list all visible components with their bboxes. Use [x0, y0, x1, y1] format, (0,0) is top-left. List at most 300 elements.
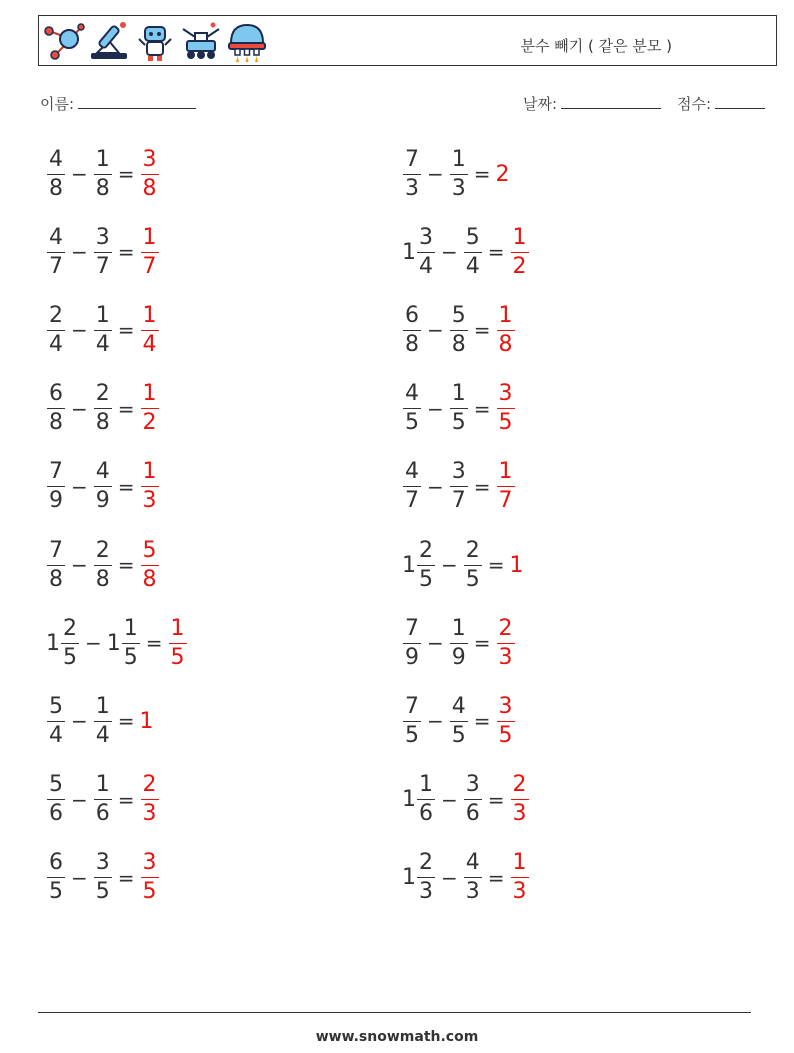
answer-denominator: 3	[512, 879, 527, 905]
answer-denominator: 3	[498, 644, 513, 670]
minuend-fraction	[61, 615, 79, 670]
answer-fraction	[141, 146, 159, 201]
subtrahend-numerator: 5	[450, 305, 468, 331]
equals-sign: =	[487, 553, 505, 577]
minuend-numerator: 2	[417, 852, 435, 878]
subtrahend-numerator: 4	[450, 696, 468, 722]
answer-numerator: 5	[141, 540, 159, 566]
minuend-number	[46, 774, 66, 825]
problem-item	[402, 299, 516, 361]
answer-denominator: 5	[142, 879, 157, 905]
subtrahend-number	[449, 383, 469, 434]
subtrahend-denominator: 6	[95, 801, 110, 827]
minuend-denominator: 9	[49, 488, 63, 514]
answer-number	[510, 553, 524, 578]
answer-numerator: 1	[169, 618, 187, 644]
subtrahend-denominator: 8	[95, 410, 110, 436]
minus-sign: −	[441, 553, 458, 577]
minuend-denominator: 5	[63, 644, 77, 670]
subtrahend-number	[463, 224, 483, 279]
subtrahend-numerator: 2	[464, 540, 482, 566]
subtrahend-numerator: 1	[450, 618, 468, 644]
minuend-denominator: 5	[419, 566, 433, 592]
subtrahend-number	[463, 774, 483, 825]
answer-numerator: 1	[141, 383, 159, 409]
answer-fraction	[511, 852, 529, 903]
answer-fraction	[497, 615, 515, 670]
minuend-numerator: 4	[47, 149, 65, 175]
minuend-numerator: 4	[47, 227, 65, 253]
minus-sign: −	[71, 396, 88, 421]
minuend-numerator: 6	[403, 305, 421, 331]
minuend-number	[402, 774, 436, 825]
minuend-denominator: 5	[405, 410, 419, 436]
answer-number	[496, 162, 510, 187]
minus-sign: −	[71, 162, 88, 186]
answer-denominator: 3	[142, 801, 157, 827]
minuend-numerator: 7	[403, 149, 421, 175]
problem-item	[46, 143, 160, 205]
minuend-fraction	[403, 615, 421, 670]
problem-item	[46, 456, 160, 518]
equals-sign: =	[473, 318, 491, 343]
answer-denominator: 8	[498, 331, 513, 357]
subtrahend-denominator: 5	[465, 566, 480, 592]
answer-denominator: 7	[142, 253, 157, 279]
answer-denominator: 8	[142, 566, 157, 592]
subtrahend-fraction	[94, 224, 112, 279]
subtrahend-denominator: 7	[95, 253, 110, 279]
minuend-numerator: 4	[403, 383, 421, 409]
minuend-whole: 1	[46, 630, 60, 656]
subtrahend-denominator: 5	[451, 410, 466, 436]
subtrahend-fraction	[94, 461, 112, 512]
minuend-number	[402, 461, 422, 512]
subtrahend-number	[93, 693, 113, 748]
answer-number	[496, 693, 516, 748]
minuend-fraction	[403, 146, 421, 201]
problem-item	[46, 847, 160, 909]
subtrahend-number	[449, 146, 469, 201]
subtrahend-denominator: 8	[95, 175, 110, 201]
subtrahend-numerator: 3	[94, 227, 112, 253]
subtrahend-denominator: 5	[451, 722, 466, 748]
minuend-denominator: 3	[419, 879, 433, 905]
telescope-icon	[87, 19, 131, 63]
subtrahend-fraction	[94, 693, 112, 748]
answer-fraction	[497, 693, 515, 748]
minus-sign: −	[71, 318, 88, 343]
subtrahend-denominator: 3	[465, 879, 480, 905]
minuend-numerator: 7	[47, 461, 65, 487]
name-field[interactable]	[40, 93, 196, 114]
subtrahend-number	[449, 693, 469, 748]
subtrahend-fraction	[94, 852, 112, 903]
minuend-number	[402, 224, 436, 279]
minus-sign: −	[427, 474, 444, 499]
minuend-fraction	[417, 852, 435, 903]
minus-sign: −	[71, 865, 88, 890]
subtrahend-numerator: 2	[94, 540, 112, 566]
answer-fraction	[511, 774, 529, 825]
subtrahend-whole: 1	[106, 630, 121, 656]
equals-sign: =	[487, 865, 505, 890]
answer-numerator: 1	[497, 461, 515, 487]
minuend-numerator: 7	[47, 540, 65, 566]
subtrahend-numerator: 3	[94, 852, 112, 878]
subtrahend-numerator: 1	[94, 149, 112, 175]
equals-sign: =	[117, 787, 135, 812]
subtrahend-number	[93, 774, 113, 825]
minuend-number	[402, 537, 436, 592]
answer-number	[140, 224, 160, 279]
minus-sign: −	[71, 787, 88, 812]
subtrahend-numerator: 5	[464, 227, 482, 253]
answer-number	[510, 224, 530, 279]
problem-item	[402, 612, 516, 674]
minuend-fraction	[417, 537, 435, 592]
header-icons	[41, 19, 269, 63]
answer-numerator: 1	[141, 305, 159, 331]
subtrahend-number	[93, 383, 113, 434]
answer-fraction	[141, 224, 159, 279]
minuend-number	[46, 461, 66, 512]
answer-number	[496, 302, 516, 357]
minuend-denominator: 4	[419, 253, 433, 279]
problem-item	[402, 378, 516, 440]
minuend-denominator: 7	[49, 253, 63, 279]
answer-fraction	[141, 774, 159, 825]
minus-sign: −	[441, 240, 458, 265]
subtrahend-denominator: 5	[95, 879, 110, 905]
answer-fraction	[169, 615, 187, 670]
minuend-denominator: 3	[405, 175, 419, 201]
subtrahend-number	[93, 224, 113, 279]
subtrahend-number	[449, 302, 469, 357]
subtrahend-fraction	[464, 774, 482, 825]
answer-denominator: 8	[142, 175, 157, 201]
worksheet-title: 분수 빼기 ( 같은 분모 )	[520, 37, 672, 55]
minuend-number	[402, 383, 422, 434]
answer-denominator: 3	[512, 801, 527, 827]
minus-sign: −	[441, 787, 458, 812]
answer-denominator: 2	[142, 410, 157, 436]
subtrahend-numerator: 4	[464, 852, 482, 878]
minuend-fraction	[47, 693, 65, 748]
subtrahend-number	[93, 302, 113, 357]
problem-item	[402, 456, 516, 518]
answer-number	[496, 383, 516, 434]
minuend-numerator: 2	[47, 305, 65, 331]
answer-fraction	[141, 537, 159, 592]
subtrahend-denominator: 9	[451, 644, 466, 670]
answer-whole: 2	[495, 161, 510, 187]
minus-sign: −	[71, 709, 88, 734]
minuend-denominator: 8	[49, 566, 63, 592]
minuend-number	[46, 693, 66, 748]
minuend-fraction	[403, 693, 421, 748]
equals-sign: =	[487, 787, 505, 812]
problem-item	[402, 534, 524, 596]
subtrahend-denominator: 8	[451, 331, 466, 357]
answer-denominator: 7	[498, 488, 513, 514]
minuend-numerator: 2	[61, 618, 79, 644]
minuend-denominator: 5	[405, 722, 419, 748]
answer-numerator: 2	[141, 774, 159, 800]
answer-fraction	[497, 302, 515, 357]
subtrahend-denominator: 4	[95, 722, 110, 748]
minuend-number	[402, 693, 422, 748]
minuend-number	[402, 852, 436, 903]
answer-numerator: 1	[511, 852, 529, 878]
subtrahend-denominator: 7	[451, 488, 466, 514]
molecule-icon	[41, 19, 85, 63]
answer-fraction	[141, 852, 159, 903]
equals-sign: =	[117, 553, 135, 577]
problem-item	[402, 143, 510, 205]
problem-item	[46, 221, 160, 283]
equals-sign: =	[117, 865, 135, 890]
rover-icon	[179, 19, 223, 63]
answer-numerator: 3	[141, 149, 159, 175]
minuend-number	[46, 852, 66, 903]
equals-sign: =	[473, 709, 491, 734]
minuend-fraction	[403, 302, 421, 357]
subtrahend-number	[463, 537, 483, 592]
minuend-fraction	[47, 774, 65, 825]
problem-item	[402, 847, 530, 909]
equals-sign: =	[473, 474, 491, 499]
minuend-whole: 1	[402, 865, 416, 891]
minuend-denominator: 5	[49, 879, 63, 905]
answer-number	[140, 383, 160, 434]
minuend-denominator: 8	[49, 410, 63, 436]
score-label: 점수:	[677, 95, 712, 113]
answer-number	[140, 302, 160, 357]
minuend-numerator: 6	[47, 383, 65, 409]
problem-item	[46, 690, 154, 752]
subtrahend-number	[93, 537, 113, 592]
answer-fraction	[141, 302, 159, 357]
problem-item	[402, 690, 516, 752]
equals-sign: =	[145, 631, 163, 656]
subtrahend-number	[106, 615, 141, 670]
subtrahend-denominator: 3	[451, 175, 466, 201]
subtrahend-fraction	[94, 146, 112, 201]
answer-fraction	[141, 461, 159, 512]
answer-numerator: 2	[511, 774, 529, 800]
minus-sign: −	[71, 240, 88, 265]
problem-item	[46, 769, 160, 831]
minus-sign: −	[427, 631, 444, 656]
equals-sign: =	[117, 240, 135, 265]
minuend-number	[46, 537, 66, 592]
name-label: 이름:	[40, 95, 75, 113]
score-line	[715, 96, 765, 109]
minus-sign: −	[85, 631, 102, 656]
minuend-denominator: 8	[49, 175, 63, 201]
answer-denominator: 5	[170, 644, 185, 670]
minuend-denominator: 4	[49, 331, 63, 357]
answer-whole: 1	[139, 708, 154, 734]
minuend-numerator: 3	[417, 227, 435, 253]
minuend-denominator: 4	[49, 722, 63, 748]
worksheet-header	[38, 15, 777, 66]
minus-sign: −	[427, 709, 444, 734]
minus-sign: −	[427, 318, 444, 343]
minuend-number	[402, 302, 422, 357]
answer-numerator: 1	[497, 305, 515, 331]
subtrahend-denominator: 5	[123, 644, 138, 670]
minuend-numerator: 5	[47, 774, 65, 800]
problem-item	[46, 534, 160, 596]
subtrahend-fraction	[122, 615, 140, 670]
subtrahend-numerator: 3	[450, 461, 468, 487]
answer-numerator: 3	[141, 852, 159, 878]
minus-sign: −	[71, 474, 88, 499]
problem-item	[402, 769, 530, 831]
subtrahend-number	[93, 146, 113, 201]
subtrahend-denominator: 8	[95, 566, 110, 592]
answer-number	[140, 774, 160, 825]
subtrahend-fraction	[94, 302, 112, 357]
subtrahend-numerator: 1	[450, 149, 468, 175]
answer-number	[140, 461, 160, 512]
subtrahend-fraction	[464, 852, 482, 903]
subtrahend-numerator: 1	[94, 696, 112, 722]
answer-number	[496, 615, 516, 670]
subtrahend-number	[449, 461, 469, 512]
subtrahend-fraction	[450, 302, 468, 357]
problem-item	[46, 299, 160, 361]
date-line	[561, 96, 661, 109]
answer-number	[168, 615, 188, 670]
answer-numerator: 3	[497, 696, 515, 722]
minuend-denominator: 7	[405, 488, 419, 514]
answer-fraction	[141, 383, 159, 434]
answer-whole: 1	[509, 552, 524, 578]
answer-fraction	[497, 383, 515, 434]
minus-sign: −	[427, 396, 444, 421]
subtrahend-fraction	[464, 224, 482, 279]
equals-sign: =	[473, 162, 491, 186]
minuend-numerator: 2	[417, 540, 435, 566]
equals-sign: =	[117, 318, 135, 343]
answer-numerator: 2	[497, 618, 515, 644]
subtrahend-numerator: 1	[450, 383, 468, 409]
subtrahend-numerator: 2	[94, 383, 112, 409]
robot-icon	[133, 19, 177, 63]
problem-item	[46, 378, 160, 440]
minuend-denominator: 8	[405, 331, 419, 357]
subtrahend-fraction	[450, 615, 468, 670]
date-label: 날짜:	[523, 95, 558, 113]
minus-sign: −	[71, 553, 88, 577]
footer-divider	[38, 1012, 751, 1013]
equals-sign: =	[117, 474, 135, 499]
subtrahend-number	[93, 461, 113, 512]
problem-item	[402, 221, 530, 283]
minuend-fraction	[403, 383, 421, 434]
minuend-fraction	[417, 774, 435, 825]
answer-denominator: 5	[498, 410, 513, 436]
minuend-number	[46, 383, 66, 434]
minuend-fraction	[47, 302, 65, 357]
problem-item	[46, 612, 188, 674]
answer-denominator: 2	[512, 253, 527, 279]
answer-numerator: 3	[497, 383, 515, 409]
subtrahend-fraction	[450, 693, 468, 748]
footer-url: www.snowmath.com	[315, 1029, 479, 1045]
subtrahend-number	[463, 852, 483, 903]
answer-number	[510, 852, 530, 903]
minuend-fraction	[47, 224, 65, 279]
subtrahend-fraction	[94, 537, 112, 592]
answer-number	[140, 852, 160, 903]
rocket-icon	[225, 19, 269, 63]
subtrahend-denominator: 9	[95, 488, 110, 514]
subtrahend-fraction	[94, 383, 112, 434]
minus-sign: −	[427, 162, 444, 186]
answer-number	[510, 774, 530, 825]
equals-sign: =	[117, 396, 135, 421]
minuend-fraction	[47, 461, 65, 512]
answer-numerator: 1	[141, 461, 159, 487]
subtrahend-denominator: 4	[465, 253, 480, 279]
answer-number	[140, 537, 160, 592]
subtrahend-numerator: 4	[94, 461, 112, 487]
subtrahend-fraction	[94, 774, 112, 825]
minuend-numerator: 5	[47, 696, 65, 722]
answer-fraction	[511, 224, 529, 279]
subtrahend-fraction	[450, 146, 468, 201]
minuend-denominator: 6	[419, 801, 433, 827]
minuend-numerator: 7	[403, 696, 421, 722]
answer-number	[496, 461, 516, 512]
subtrahend-numerator: 1	[94, 774, 112, 800]
minuend-numerator: 7	[403, 618, 421, 644]
minuend-fraction	[47, 537, 65, 592]
subtrahend-fraction	[464, 537, 482, 592]
minuend-whole: 1	[402, 239, 416, 265]
name-line	[78, 96, 196, 109]
minuend-fraction	[417, 224, 435, 279]
minuend-numerator: 4	[403, 461, 421, 487]
score-field[interactable]	[677, 93, 765, 114]
subtrahend-number	[449, 615, 469, 670]
minuend-whole: 1	[402, 787, 416, 813]
answer-number	[140, 146, 160, 201]
answer-denominator: 4	[142, 331, 157, 357]
minuend-number	[46, 224, 66, 279]
minuend-fraction	[47, 852, 65, 903]
minuend-number	[402, 146, 422, 201]
answer-number	[140, 709, 154, 734]
subtrahend-denominator: 4	[95, 331, 110, 357]
equals-sign: =	[117, 709, 135, 734]
equals-sign: =	[473, 396, 491, 421]
minuend-numerator: 6	[47, 852, 65, 878]
subtrahend-numerator: 1	[122, 618, 140, 644]
minuend-denominator: 9	[405, 644, 419, 670]
minuend-whole: 1	[402, 552, 416, 578]
date-field[interactable]	[523, 93, 661, 114]
subtrahend-numerator: 1	[94, 305, 112, 331]
minuend-fraction	[403, 461, 421, 512]
minuend-fraction	[47, 383, 65, 434]
subtrahend-numerator: 3	[464, 774, 482, 800]
answer-numerator: 1	[141, 227, 159, 253]
